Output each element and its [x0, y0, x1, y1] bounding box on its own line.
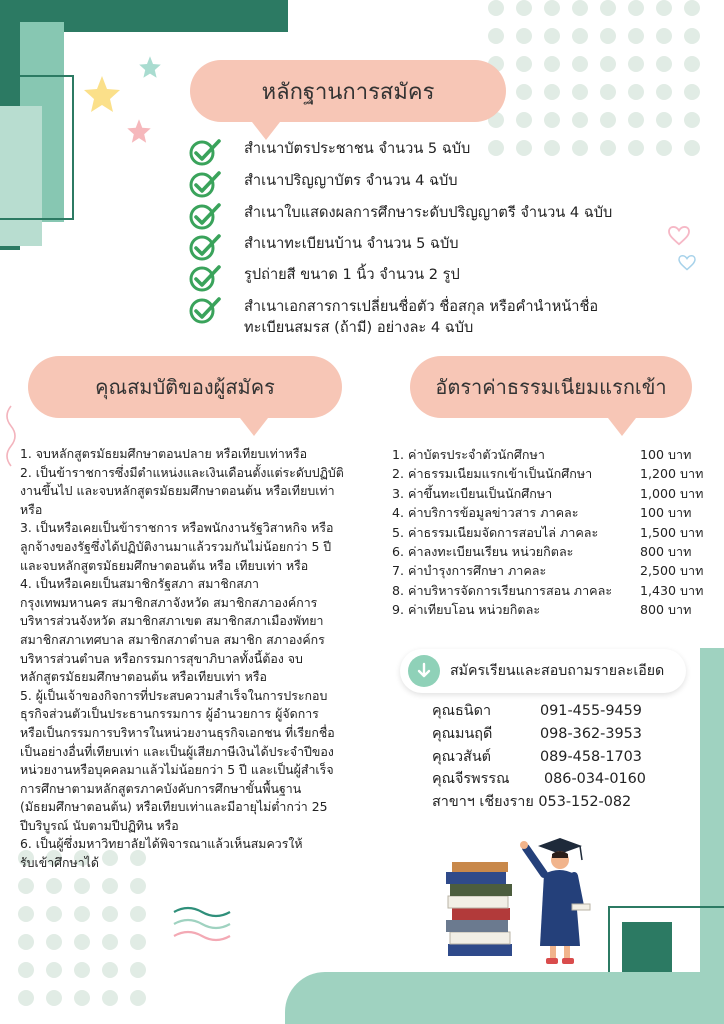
- check-icon: [188, 138, 222, 166]
- fee-row: [392, 445, 722, 464]
- requirement-text: [244, 296, 598, 338]
- contact-row: [432, 723, 646, 746]
- contact-name: คุณจีรพรรณ: [432, 771, 510, 788]
- requirement-item: [188, 202, 612, 230]
- fee-name: 9. ค่าเทียบโอน หน่วยกิตละ: [392, 602, 541, 618]
- squiggle-decoration: [170, 902, 242, 950]
- requirement-item: [188, 296, 598, 338]
- requirement-text: สำเนาทะเบียนบ้าน จำนวน 5 ฉบับ: [244, 235, 459, 252]
- check-icon: [188, 264, 222, 292]
- fee-row: [392, 523, 722, 542]
- fee-amount: 1,000 บาท: [640, 485, 704, 501]
- contact-list: [432, 700, 646, 814]
- check-icon: [188, 233, 222, 261]
- requirement-item: [188, 170, 458, 198]
- bottom-pill-shape: [285, 972, 724, 1024]
- squiggle-left-decoration: [2, 404, 20, 474]
- contact-branch-text: สาขาฯ เชียงราย 053-152-082: [432, 794, 632, 811]
- fee-amount: 1,500 บาท: [640, 524, 704, 540]
- fee-row: [392, 600, 722, 619]
- qualification-line: 2. เป็นข้าราชการซึ่งมีตำแหน่งและเงินเดือนตั้งแต่ระดับปฏิบัติ: [20, 464, 344, 480]
- qualification-line: 5. ผู้เป็นเจ้าของกิจการที่ประสบความสำเร็จในการประกอบ: [20, 687, 328, 703]
- fees-title: อัตราค่าธรรมเนียมแรกเข้า: [435, 375, 667, 399]
- qualification-line: สมาชิกสภาเทศบาล สมาชิกสภาตำบล สมาชิก สภาองค์กร: [20, 631, 325, 647]
- check-icon: [188, 296, 222, 324]
- fee-row: [392, 542, 722, 561]
- qualification-line: หน่วยงานหรือบุคคลมาแล้วไม่น้อยกว่า 5 ปี และเป็นผู้สำเร็จ: [20, 762, 334, 778]
- requirements-title: หลักฐานการสมัคร: [261, 79, 435, 105]
- fee-name: 2. ค่าธรรมเนียมแรกเข้าเป็นนักศึกษา: [392, 466, 593, 482]
- arrow-down-icon: [408, 655, 440, 687]
- qualification-line: เป็นอย่างอื่นที่เทียบเท่า และเป็นผู้เสียภาษีเงินได้ประจำปีของ: [20, 743, 334, 759]
- contact-name: คุณมนฤดี: [432, 725, 493, 742]
- contact-name: คุณธนิดา: [432, 703, 492, 719]
- requirement-text-line1: สำเนาเอกสารการเปลี่ยนชื่อตัว ชื่อสกุล หรือคำนำหน้าชื่อ: [244, 298, 599, 315]
- heart-blue-icon: [678, 255, 696, 271]
- check-icon: [188, 170, 222, 198]
- requirement-item: [188, 138, 470, 166]
- fee-row: [392, 464, 722, 483]
- dots-bottom-left: [18, 850, 146, 1006]
- requirement-text-line2: ทะเบียนสมรส (ถ้ามี) อย่างละ 4 ฉบับ: [244, 319, 474, 336]
- contact-row: [432, 746, 646, 769]
- qualification-line: หรือเป็นกรรมการบริหารในหน่วยงานธุรกิจเอกชน ที่เรียกชื่อ: [20, 724, 335, 740]
- contact-banner-text: สมัครเรียนและสอบถามรายละเอียด: [450, 663, 665, 679]
- qualification-line: รับเข้าศึกษาได้: [20, 855, 99, 871]
- fees-title-bubble: [410, 356, 692, 418]
- star-teal-icon: [138, 55, 162, 79]
- check-icon: [188, 202, 222, 230]
- requirement-text: สำเนาใบแสดงผลการศึกษาระดับปริญญาตรี จำนวน 4 ฉบับ: [244, 204, 613, 221]
- fee-name: 4. ค่าบริการข้อมูลข่าวสาร ภาคละ: [392, 505, 579, 521]
- qualifications-list: [20, 445, 382, 873]
- fee-row: [392, 484, 722, 503]
- contact-banner: [400, 649, 686, 693]
- requirement-item: [188, 233, 459, 261]
- qualification-line: การศึกษาตามหลักสูตรภาคบังคับการศึกษาขั้นพื้นฐาน: [20, 780, 302, 796]
- fee-row: [392, 561, 722, 580]
- qualification-line: 4. เป็นหรือเคยเป็นสมาชิกรัฐสภา สมาชิกสภา: [20, 576, 259, 592]
- qualification-line: หลักสูตรมัธยมศึกษาตอนต้น หรือเทียบเท่า หรือ: [20, 669, 267, 685]
- qualification-line: หรือ: [20, 501, 43, 517]
- requirement-text: สำเนาบัตรประชาชน จำนวน 5 ฉบับ: [244, 140, 471, 157]
- qualification-line: ธุรกิจส่วนตัวเป็นประธานกรรมการ ผู้อำนวยการ ผู้จัดการ: [20, 706, 319, 722]
- fee-amount: 100 บาท: [640, 505, 692, 521]
- qualifications-title-bubble: [28, 356, 342, 418]
- dots-top-right: [488, 0, 700, 156]
- contact-phone: 098-362-3953: [540, 725, 642, 742]
- qualifications-title: คุณสมบัติของผู้สมัคร: [95, 375, 275, 399]
- fee-name: 3. ค่าขึ้นทะเบียนเป็นนักศึกษา: [392, 485, 553, 501]
- fee-amount: 1,430 บาท: [640, 582, 704, 598]
- star-pink-icon: [126, 118, 152, 144]
- fees-list: [392, 445, 722, 620]
- fee-amount: 2,500 บาท: [640, 563, 704, 579]
- requirement-item: [188, 264, 460, 292]
- fee-name: 7. ค่าบำรุงการศึกษา ภาคละ: [392, 563, 547, 579]
- fee-amount: 100 บาท: [640, 447, 692, 462]
- qualification-line: บริหารส่วนจังหวัด สมาชิกสภาเขต สมาชิกสภาเมืองพัทยา: [20, 613, 324, 629]
- fee-name: 1. ค่าบัตรประจำตัวนักศึกษา: [392, 447, 545, 462]
- contact-row: [432, 768, 646, 791]
- left-outline-frame: [0, 75, 74, 220]
- fee-amount: 800 บาท: [640, 602, 692, 618]
- qualification-line: ปีบริบูรณ์ นับตามปีปฏิทิน หรือ: [20, 817, 179, 833]
- qualification-line: (มัธยมศึกษาตอนต้น) หรือเทียบเท่าและมีอายุไม่ต่ำกว่า 25: [20, 799, 328, 815]
- fee-name: 8. ค่าบริหารจัดการเรียนการสอน ภาคละ: [392, 582, 613, 598]
- qualification-line: งานขึ้นไป และจบหลักสูตรมัธยมศึกษาตอนต้น หรือเทียบเท่า: [20, 483, 335, 499]
- graduate-illustration: [508, 834, 594, 966]
- fee-name: 5. ค่าธรรมเนียมจัดการสอบไล่ ภาคละ: [392, 524, 599, 540]
- contact-branch: [432, 791, 646, 814]
- contact-phone: 086-034-0160: [544, 771, 646, 788]
- qualification-line: ลูกจ้างของรัฐซึ่งได้ปฏิบัติงานมาแล้วรวมกันไม่น้อยกว่า 5 ปี: [20, 538, 332, 554]
- contact-phone: 091-455-9459: [540, 703, 642, 719]
- star-yellow-icon: [82, 74, 122, 114]
- contact-name: คุณวสันต์: [432, 748, 492, 765]
- requirement-text: สำเนาปริญญาบัตร จำนวน 4 ฉบับ: [244, 172, 458, 189]
- contact-row: [432, 700, 646, 723]
- heart-pink-icon: [668, 226, 690, 246]
- qualification-line: 6. เป็นผู้ซึ่งมหาวิทยาลัยได้พิจารณาแล้วเห็นสมควรให้: [20, 836, 303, 852]
- fee-name: 6. ค่าลงทะเบียนเรียน หน่วยกิตละ: [392, 543, 574, 559]
- requirement-text: รูปถ่ายสี ขนาด 1 นิ้ว จำนวน 2 รูป: [244, 266, 460, 283]
- fee-row: [392, 581, 722, 600]
- fee-amount: 1,200 บาท: [640, 466, 704, 482]
- requirements-title-bubble: [190, 60, 506, 122]
- fee-row: [392, 503, 722, 522]
- qualification-line: 3. เป็นหรือเคยเป็นข้าราชการ หรือพนักงานรัฐวิสาหกิจ หรือ: [20, 520, 334, 536]
- qualification-line: กรุงเทพมหานคร สมาชิกสภาจังหวัด สมาชิกสภาองค์การ: [20, 594, 318, 610]
- qualification-line: และจบหลักสูตรมัธยมศึกษาตอนต้น หรือ เทียบเท่า หรือ: [20, 557, 309, 573]
- fee-amount: 800 บาท: [640, 543, 692, 559]
- contact-phone: 089-458-1703: [540, 748, 642, 765]
- qualification-line: บริหารส่วนตำบล หรือกรรมการสุขาภิบาลทั้งนี้ต้อง จบ: [20, 650, 303, 666]
- qualification-line: 1. จบหลักสูตรมัธยมศึกษาตอนปลาย หรือเทียบเท่าหรือ: [20, 446, 308, 461]
